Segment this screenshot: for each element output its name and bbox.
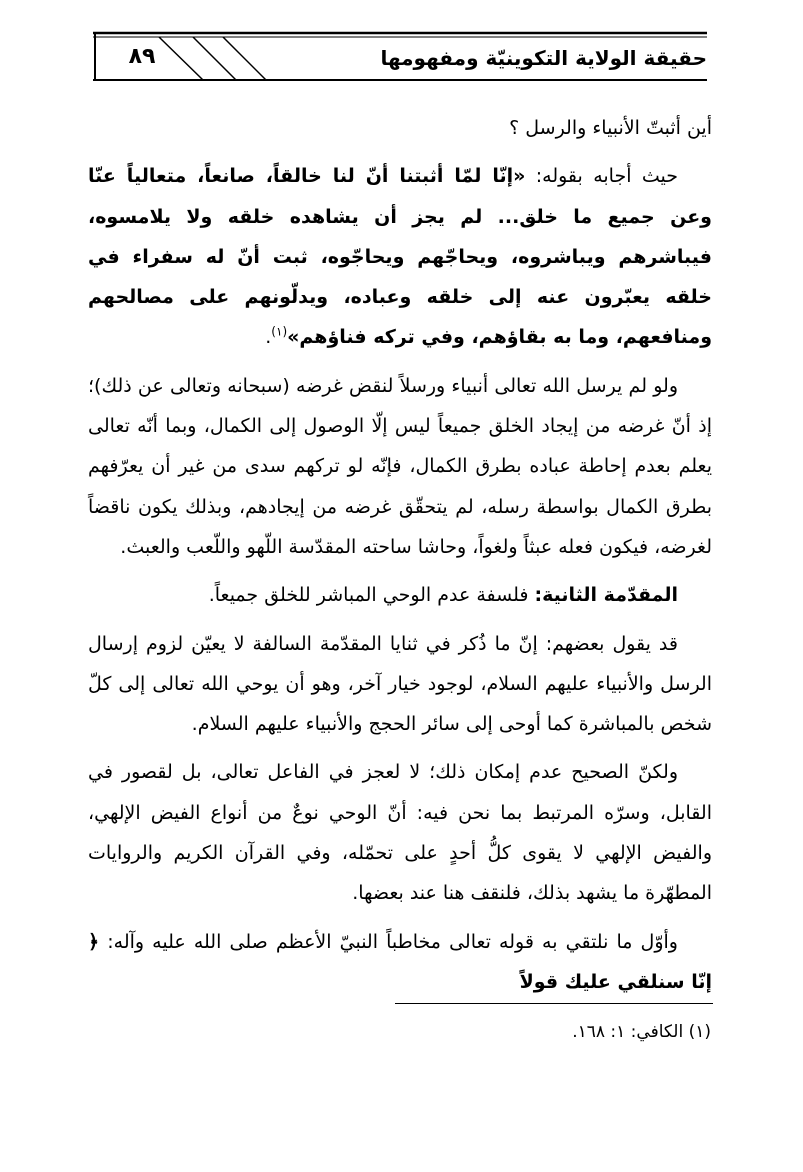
footnote-divider xyxy=(395,1003,713,1004)
quran-quote: ﴿ إنّا سنلقي عليك قولاً xyxy=(88,930,712,993)
paragraph-argument xyxy=(88,366,712,567)
footnote-marker[interactable]: (١) xyxy=(271,325,288,340)
page-number: ٨٩ xyxy=(128,44,156,69)
heading-text: فلسفة عدم الوحي المباشر للخلق جميعاً. xyxy=(208,584,535,607)
running-title: حقيقة الولاية التكوينيّة ومفهومها xyxy=(380,46,707,70)
paragraph-answer xyxy=(88,156,712,357)
paragraph-question xyxy=(88,108,712,148)
section-heading xyxy=(88,575,712,615)
heading-label: المقدّمة الثانية: xyxy=(534,584,678,607)
lead-text: حيث أجابه بقوله: xyxy=(525,165,678,188)
footnote-1: (١) الكافي: ١: ١٦٨. xyxy=(572,1022,711,1042)
paragraph-text: ولكنّ الصحيح عدم إمكان ذلك؛ لا لعجز في الفاعل تعالى، بل لقصور في القابل، وسرّه المرتبط بما نحن فيه: أنّ الوحي نوعٌ من أنواع الفيض الإلهي، والفيض الإلهي لا يقوى كلُّ أحدٍ على تحمّله، وفي القرآن الكريم والروايات المطهّرة ما يشهد بذلك، فلنقف هنا عند بعضها. xyxy=(88,761,712,905)
page-header xyxy=(93,30,707,85)
main-text xyxy=(88,108,712,1010)
paragraph-text: ولو لم يرسل الله تعالى أنبياء ورسلاً لنقض غرضه (سبحانه وتعالى عن ذلك)؛ إذ أنّ غرضه من إيجاد الخلق جميعاً ليس إلّا الوصول إلى الكمال، وبما أنّه تعالى يعلم بعدم إحاطة عباده بطرق الكمال، فإنّه لو تركهم سدى من غير أن يعرّفهم بطرق الكمال بواسطة رسله، لم يتحقّق غرضه من إيجادهم، وبذلك يكون ناقضاً لغرضه، فيكون فعله عبثاً ولغواً، وحاشا ساحته المقدّسة اللّهو واللّعب والعبث. xyxy=(88,374,712,558)
period: . xyxy=(265,326,272,349)
paragraph-verse xyxy=(88,922,712,1003)
paragraph-objection xyxy=(88,624,712,745)
lead-text: وأوّل ما نلتقي به قوله تعالى مخاطباً النبيّ الأعظم صلى الله عليه وآله: xyxy=(99,930,678,953)
paragraph-text: أين أثبتّ الأنبياء والرسل ؟ xyxy=(509,117,712,139)
paragraph-text: قد يقول بعضهم: إنّ ما ذُكر في ثنايا المقدّمة السالفة لا يعيّن لزوم إرسال الرسل والأنبياء عليهم السلام، لوجود خيار آخر، وهو أن يوحي الله تعالى إلى كلّ شخص بالمباشرة كما أوحى إلى سائر الحجج والأنبياء عليهم السلام. xyxy=(88,632,712,736)
hadith-quote: «إنّا لمّا أثبتنا أنّ لنا خالقاً، صانعاً، متعالياً عنّا وعن جميع ما خلق... لم يجز أن يشاهده خلقه ولا يلامسوه، فيباشرهم ويباشروه، ويحاجّهم ويحاجّوه، ثبت أنّ له سفراء في خلقه يعبّرون عنه إلى خلقه وعباده، ويدلّونهم على مصالحهم ومنافعهم، وما به بقاؤهم، وفي تركه فناؤهم» xyxy=(88,165,712,349)
paragraph-response xyxy=(88,752,712,913)
